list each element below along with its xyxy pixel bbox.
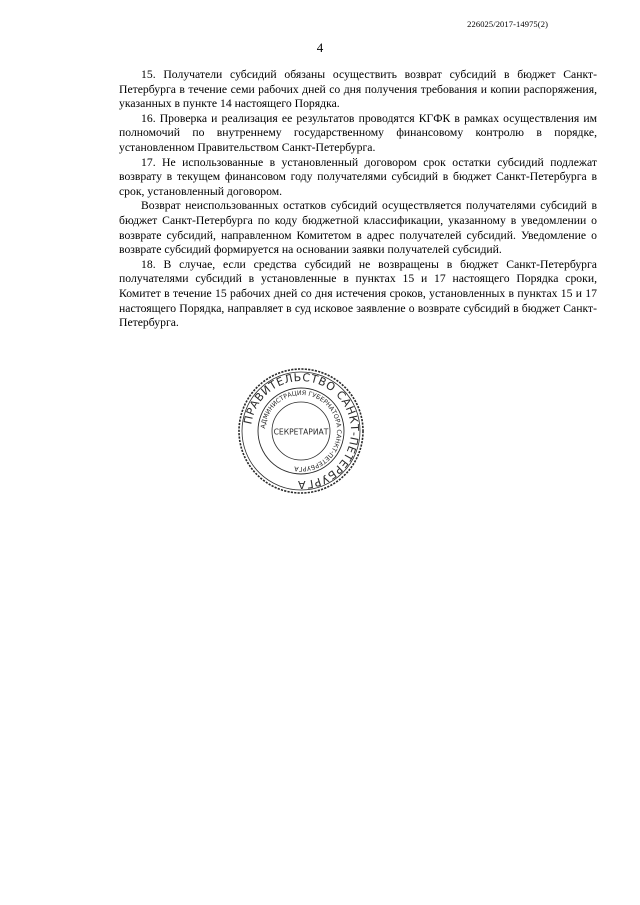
- paragraph-17-return: Возврат неиспользованных остатков субсидий осуществляется получателями субсидий в бюджет Санкт-Петербурга по коду бюджетной классификации, указанному в уведомлении о возврате субсидий, направленном Комитетом в адрес получателей субсидий. Уведомление о возврате субсидий формируется на основании заявки получателей субсидий.: [119, 199, 597, 257]
- official-seal-stamp: [237, 367, 365, 495]
- paragraph-16: 16. Проверка и реализация ее результатов проводятся КГФК в рамках осуществления им полномочий по внутреннему государственному финансовому контролю в порядке, установленном Правительством Санкт-Петербурга.: [119, 111, 597, 154]
- document-body: [119, 68, 597, 331]
- paragraph-15: 15. Получатели субсидий обязаны осуществить возврат субсидий в бюджет Санкт-Петербурга в течение семи рабочих дней со дня получения требования и копии распоряжения, указанных в пункте 14 настоящего Порядка.: [119, 68, 597, 111]
- paragraph-18: 18. В случае, если средства субсидий не возвращены в бюджет Санкт-Петербурга получателями субсидий в установленные в пунктах 15 и 17 настоящего Порядка сроки, Комитет в течение 15 рабочих дней со дня истечения сроков, установленных в пунктах 15 и 17 настоящего Порядка, направляет в суд исковое заявление о возврате субсидий в бюджет Санкт-Петербурга.: [119, 257, 597, 330]
- seal-graphic: [237, 367, 365, 495]
- paragraph-17: 17. Не использованные в установленный договором срок остатки субсидий подлежат возврату в текущем финансовом году получателями субсидий в бюджет Санкт-Петербурга в срок, установленный договором.: [119, 155, 597, 198]
- seal-center-text: СЕКРЕТАРИАТ: [273, 427, 329, 437]
- page-number: 4: [316, 40, 324, 55]
- seal-outer-text: ПРАВИТЕЛЬСТВО САНКТ-ПЕТЕРБУРГА: [241, 370, 362, 492]
- document-registration-number: 226025/2017-14975(2): [467, 19, 548, 29]
- seal-inner-text: АДМИНИСТРАЦИЯ ГУБЕРНАТОРА САНКТ-ПЕТЕРБУРГА: [260, 389, 343, 473]
